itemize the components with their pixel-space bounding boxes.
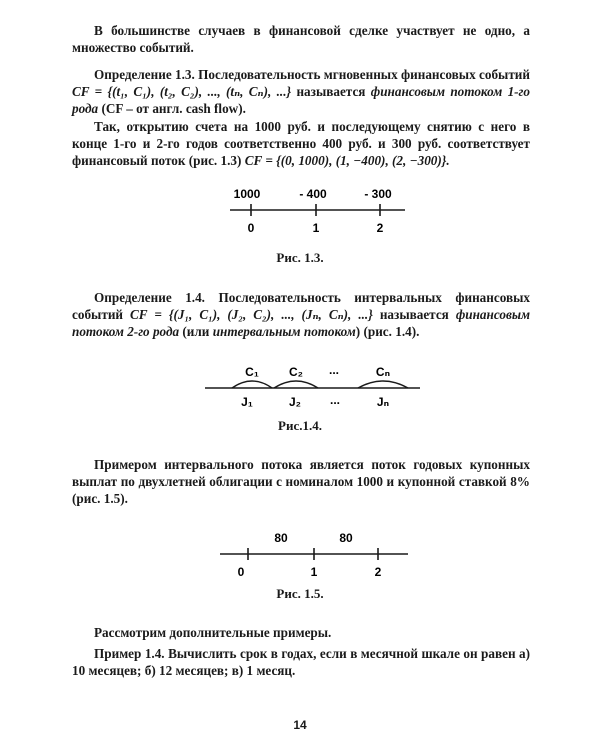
figure-caption: Рис. 1.5. <box>276 586 324 601</box>
tick-label: 1 <box>310 565 318 579</box>
figure-1-4 <box>0 358 600 418</box>
paragraph-intro: В большинстве случаев в финансовой сделке участвует не одно, а множество событий. <box>72 23 530 55</box>
definition-label: Определение 1.4. <box>94 290 205 305</box>
interval-value-label: Cₙ <box>375 365 391 379</box>
value-label: - 300 <box>364 187 392 201</box>
value-label: 80 <box>274 531 288 545</box>
interval-value-label: ... <box>328 363 340 377</box>
formula-cf-example: CF = {(0, 1000), (1, −400), (2, −300)}. <box>244 153 450 168</box>
tick-label: 0 <box>247 221 255 235</box>
example-label: Пример 1.4. <box>94 646 165 661</box>
value-label: 80 <box>339 531 353 545</box>
value-label: - 400 <box>299 187 327 201</box>
figure-caption: Рис.1.4. <box>278 418 322 433</box>
interval-value-label: C₂ <box>289 365 303 379</box>
formula-cf: CF = {(t₁, C₁), (t₂, C₂), ..., (tₙ, Cₙ), ...} <box>72 84 292 99</box>
figure-1-5 <box>0 528 600 588</box>
interval-arc <box>358 381 408 388</box>
interval-arc <box>232 381 272 388</box>
paragraph-additional: Рассмотрим дополнительные примеры. <box>94 625 332 640</box>
formula-cf: CF = {(J₁, C₁), (J₂, C₂), ..., (Jₙ, Cₙ), ...} <box>130 307 373 322</box>
figure-1-3 <box>0 180 600 240</box>
definition-1-4: Определение 1.4. Последовательность интервальных финансовых событий CF = {(J₁, C₁), (J₂, C₂), ..., (Jₙ, Cₙ), ...} называется финансовым потоком 2-го рода (или интервальным потоком) (рис. 1.4). <box>72 290 531 339</box>
paragraph-example-account: Так, открытию счета на 1000 руб. и последующему снятию с него в конце 1-го и 2-го годов соответственно 400 руб. и 300 руб. соответствует финансовый поток (рис. 1.3) CF = {(0, 1000), (1, −400), (2, −300)}. <box>72 119 530 168</box>
page-number: 14 <box>293 718 307 732</box>
tick-label: 1 <box>312 221 320 235</box>
interval-arc <box>274 381 318 388</box>
figure-caption: Рис. 1.3. <box>276 250 324 265</box>
interval-label: J₁ <box>241 395 253 409</box>
tick-label: 2 <box>374 565 382 579</box>
definition-1-3: Определение 1.3. Последовательность мгновенных финансовых событий CF = {(t₁, C₁), (t₂, C₂), ..., (tₙ, Cₙ), ...} называется финансовым потоком 1-го рода (CF – от англ. cash flow). <box>72 67 531 116</box>
term: финансовым потоком 2-го рода <box>72 307 531 339</box>
tick-label: 2 <box>376 221 384 235</box>
interval-label: Jₙ <box>376 395 390 409</box>
interval-value-label: C₁ <box>245 365 259 379</box>
interval-label: J₂ <box>288 395 302 409</box>
interval-label: ... <box>329 393 341 407</box>
paragraph-interval-example: Примером интервального потока является поток годовых купонных выплат по двухлетней облигации с номиналом 1000 и купонной ставкой 8% (рис. 1.5). <box>72 457 530 506</box>
definition-label: Определение 1.3. <box>94 67 195 82</box>
term: финансовым потоком 1-го рода <box>72 84 531 116</box>
term: интервальным потоком <box>212 324 356 339</box>
tick-label: 0 <box>237 565 245 579</box>
example-1-4: Пример 1.4. Вычислить срок в годах, если в месячной шкале он равен а) 10 месяцев; б) 12 месяцев; в) 1 месяц. <box>72 646 530 678</box>
value-label: 1000 <box>233 187 261 201</box>
